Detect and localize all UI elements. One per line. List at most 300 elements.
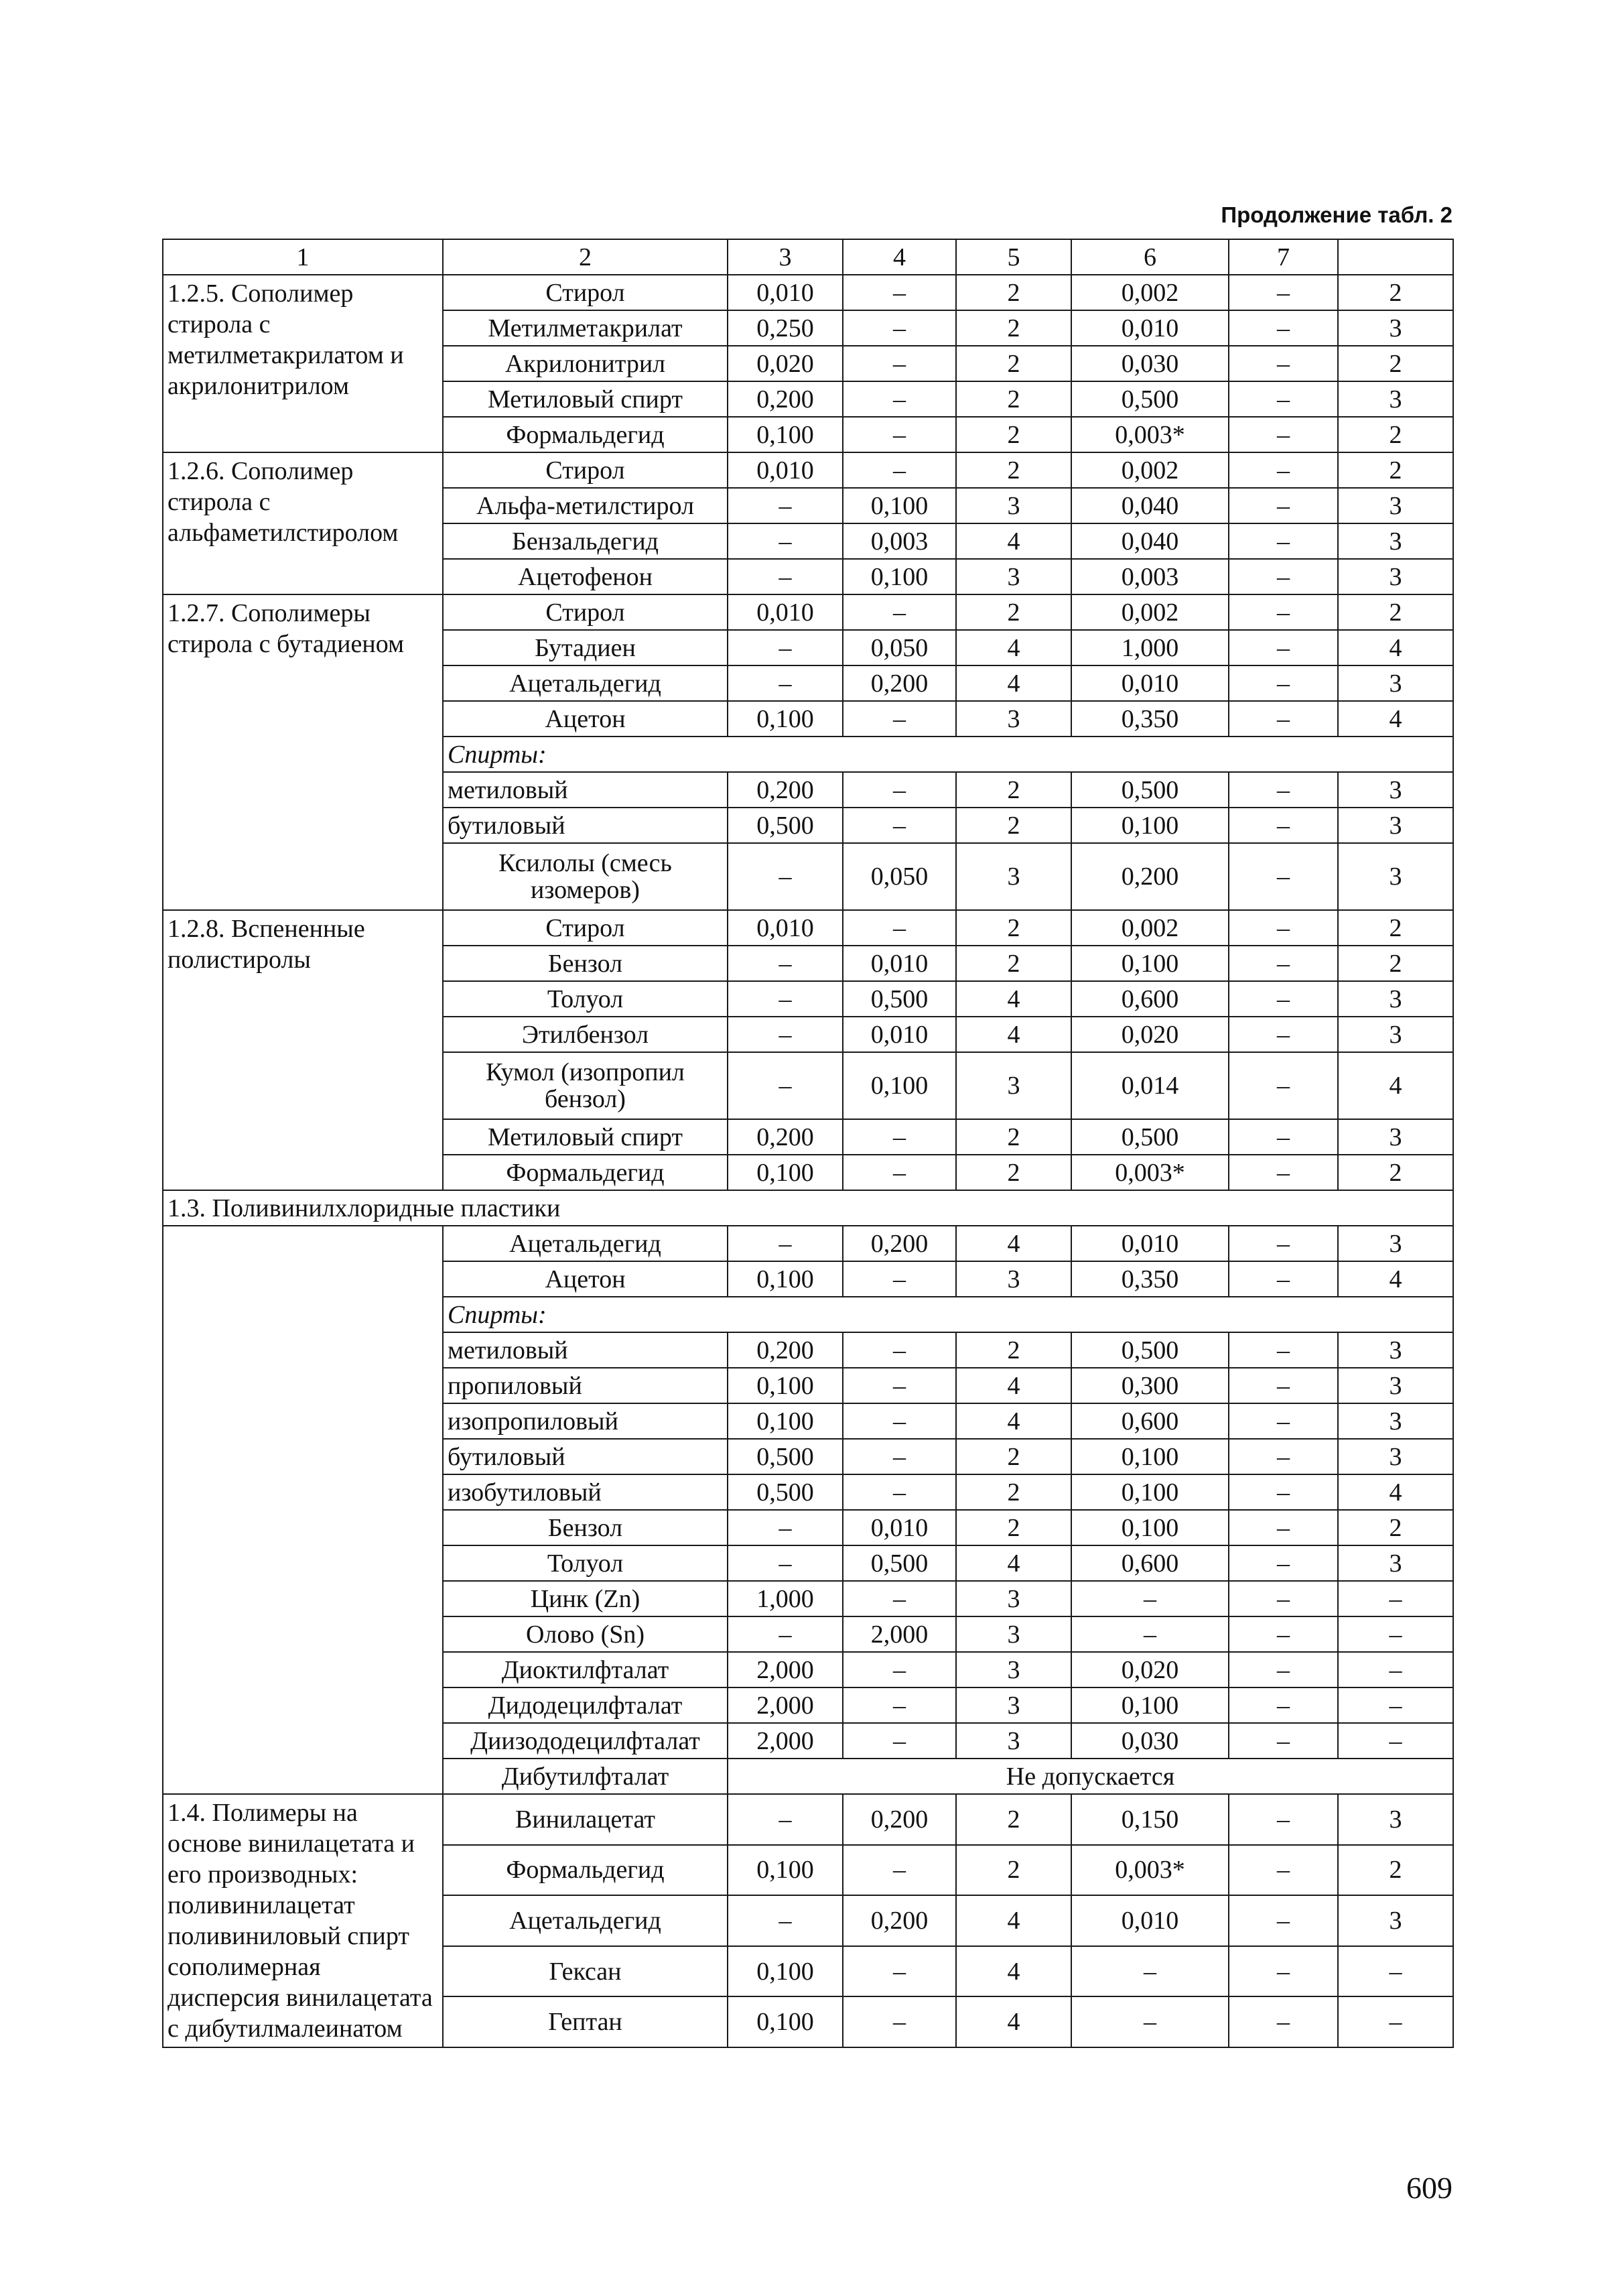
substance-name: Гептан bbox=[443, 1996, 728, 2047]
table-cell: 3 bbox=[1338, 559, 1453, 594]
group-label: 1.2.7. Сополимеры стирола с бутадиеном bbox=[163, 594, 443, 910]
table-cell: 0,200 bbox=[843, 1895, 956, 1946]
table-cell: – bbox=[728, 665, 843, 701]
table-cell: – bbox=[1229, 1723, 1338, 1759]
table-cell: – bbox=[728, 523, 843, 559]
table-cell: 2 bbox=[956, 1794, 1071, 1845]
table-cell: 0,002 bbox=[1071, 594, 1229, 630]
table-cell: 2 bbox=[956, 808, 1071, 843]
group-label: 1.2.6. Сополимер стирола с альфаметилстиролом bbox=[163, 452, 443, 594]
table-cell: 3 bbox=[1338, 488, 1453, 523]
table-cell: 0,100 bbox=[728, 1155, 843, 1190]
table-cell: 3 bbox=[956, 843, 1071, 910]
table-cell: 4 bbox=[956, 1017, 1071, 1052]
substance-name: Дидодецилфталат bbox=[443, 1687, 728, 1723]
section-title: 1.3. Поливинилхлоридные пластики bbox=[163, 1190, 1453, 1226]
substance-name: Диоктилфталат bbox=[443, 1652, 728, 1687]
table-cell: 2 bbox=[956, 452, 1071, 488]
table-cell: 3 bbox=[1338, 1545, 1453, 1581]
table-cell: 0,010 bbox=[728, 275, 843, 310]
group-label: 1.4. Полимеры на основе винилацетата и его производных: поливинилацетат поливиниловый спирт сополимерная дисперсия винилацетата с дибутилмалеинатом bbox=[163, 1794, 443, 2047]
table-cell: 0,350 bbox=[1071, 701, 1229, 737]
substance-name: Бензол bbox=[443, 1510, 728, 1545]
substance-name: Цинк (Zn) bbox=[443, 1581, 728, 1616]
table-cell: 3 bbox=[956, 701, 1071, 737]
substance-name: Дибутилфталат bbox=[443, 1759, 728, 1794]
substance-name: Бензальдегид bbox=[443, 523, 728, 559]
table-cell: 3 bbox=[1338, 310, 1453, 346]
table-cell: – bbox=[1229, 630, 1338, 665]
table-cell: – bbox=[843, 417, 956, 452]
table-cell: – bbox=[1338, 1946, 1453, 1997]
table-cell: – bbox=[728, 1794, 843, 1845]
table-cell: – bbox=[1338, 1687, 1453, 1723]
table-cell: – bbox=[843, 701, 956, 737]
column-header: 7 bbox=[1229, 239, 1338, 275]
column-header: 1 bbox=[163, 239, 443, 275]
table-cell: – bbox=[1229, 1652, 1338, 1687]
table-row bbox=[163, 910, 1453, 946]
table-cell: 0,200 bbox=[728, 772, 843, 808]
substance-name: пропиловый bbox=[443, 1368, 728, 1403]
table-cell: 0,010 bbox=[1071, 1226, 1229, 1261]
table-cell: – bbox=[1229, 1545, 1338, 1581]
subheading: Спирты: bbox=[443, 737, 1453, 772]
substance-name: Этилбензол bbox=[443, 1017, 728, 1052]
table-cell: 3 bbox=[1338, 1226, 1453, 1261]
table-cell: 0,200 bbox=[728, 1332, 843, 1368]
table-cell: 0,100 bbox=[843, 559, 956, 594]
table-cell: 0,100 bbox=[728, 1845, 843, 1896]
table-cell: 0,250 bbox=[728, 310, 843, 346]
table-cell: 2 bbox=[956, 1119, 1071, 1155]
table-cell: – bbox=[1229, 1439, 1338, 1474]
table-cell: 0,500 bbox=[1071, 1332, 1229, 1368]
table-cell: 2 bbox=[1338, 452, 1453, 488]
table-cell: – bbox=[728, 559, 843, 594]
table-cell: – bbox=[1229, 1155, 1338, 1190]
note-cell: Не допускается bbox=[728, 1759, 1453, 1794]
table-cell: 0,040 bbox=[1071, 488, 1229, 523]
table-cell: 2 bbox=[956, 1332, 1071, 1368]
table-cell: 0,200 bbox=[843, 1794, 956, 1845]
table-cell: – bbox=[1338, 1616, 1453, 1652]
table-cell: 2 bbox=[956, 594, 1071, 630]
substance-name: Метилметакрилат bbox=[443, 310, 728, 346]
table-row bbox=[163, 1226, 1453, 1261]
table-cell: – bbox=[1229, 488, 1338, 523]
table-cell: – bbox=[1071, 1996, 1229, 2047]
substance-name: Альфа-метилстирол bbox=[443, 488, 728, 523]
table-cell: 0,500 bbox=[728, 1474, 843, 1510]
substance-name: Акрилонитрил bbox=[443, 346, 728, 381]
table-cell: 0,002 bbox=[1071, 910, 1229, 946]
table-cell: 3 bbox=[1338, 981, 1453, 1017]
subheading: Спирты: bbox=[443, 1297, 1453, 1332]
table-cell: 4 bbox=[1338, 1052, 1453, 1119]
table-cell: 2 bbox=[1338, 1845, 1453, 1896]
table-cell: 0,100 bbox=[728, 1261, 843, 1297]
table-cell: 0,100 bbox=[728, 701, 843, 737]
table-cell: – bbox=[1229, 1403, 1338, 1439]
table-cell: 0,030 bbox=[1071, 1723, 1229, 1759]
table-cell: – bbox=[1229, 1261, 1338, 1297]
substance-name: Бензол bbox=[443, 946, 728, 981]
table-cell: – bbox=[843, 1403, 956, 1439]
table-cell: – bbox=[843, 594, 956, 630]
table-cell: – bbox=[728, 843, 843, 910]
table-cell: – bbox=[1229, 1687, 1338, 1723]
table-cell: 3 bbox=[1338, 665, 1453, 701]
substance-name: Ацетальдегид bbox=[443, 1226, 728, 1261]
table-cell: – bbox=[728, 1017, 843, 1052]
table-cell: – bbox=[843, 1332, 956, 1368]
table-cell: – bbox=[1229, 1119, 1338, 1155]
table-cell: 3 bbox=[956, 1261, 1071, 1297]
table-cell: 2 bbox=[1338, 275, 1453, 310]
table-cell: – bbox=[843, 452, 956, 488]
table-cell: 0,003 bbox=[1071, 559, 1229, 594]
table-cell: – bbox=[1229, 1226, 1338, 1261]
table-cell: 4 bbox=[1338, 1474, 1453, 1510]
table-cell: 0,030 bbox=[1071, 346, 1229, 381]
table-cell: 0,010 bbox=[728, 910, 843, 946]
table-cell: 3 bbox=[1338, 1017, 1453, 1052]
table-cell: – bbox=[843, 1368, 956, 1403]
table-cell: 0,002 bbox=[1071, 452, 1229, 488]
table-cell: – bbox=[1071, 1581, 1229, 1616]
table-cell: 2 bbox=[956, 1474, 1071, 1510]
table-cell: 2 bbox=[956, 946, 1071, 981]
table-cell: – bbox=[1229, 381, 1338, 417]
table-cell: 3 bbox=[956, 559, 1071, 594]
table-cell: – bbox=[1229, 1794, 1338, 1845]
table-cell: 4 bbox=[956, 981, 1071, 1017]
table-cell: – bbox=[843, 808, 956, 843]
table-cell: 0,500 bbox=[728, 1439, 843, 1474]
substance-name: изопропиловый bbox=[443, 1403, 728, 1439]
table-cell: 2 bbox=[956, 1439, 1071, 1474]
table-cell: 0,100 bbox=[1071, 946, 1229, 981]
table-caption: Продолжение табл. 2 bbox=[1221, 202, 1452, 227]
table-cell: – bbox=[1229, 1510, 1338, 1545]
table-cell: – bbox=[1229, 1845, 1338, 1896]
table-cell: 2 bbox=[1338, 910, 1453, 946]
table-cell: – bbox=[728, 1510, 843, 1545]
substance-name: Стирол bbox=[443, 594, 728, 630]
table-cell: – bbox=[1229, 1474, 1338, 1510]
table-cell: 4 bbox=[1338, 1261, 1453, 1297]
table-cell: – bbox=[843, 275, 956, 310]
section-row bbox=[163, 1190, 1453, 1226]
table-cell: 0,100 bbox=[728, 417, 843, 452]
table-cell: 2 bbox=[956, 772, 1071, 808]
table-cell: 0,010 bbox=[843, 1510, 956, 1545]
table-cell: 2,000 bbox=[843, 1616, 956, 1652]
table-cell: 4 bbox=[956, 1545, 1071, 1581]
substance-name: Винилацетат bbox=[443, 1794, 728, 1845]
table-cell: 0,500 bbox=[728, 808, 843, 843]
table-cell: 0,300 bbox=[1071, 1368, 1229, 1403]
table-cell: 4 bbox=[956, 1996, 1071, 2047]
table-cell: 3 bbox=[956, 1052, 1071, 1119]
column-header: 2 bbox=[443, 239, 728, 275]
table-cell: 0,100 bbox=[1071, 1687, 1229, 1723]
table-cell: – bbox=[1229, 665, 1338, 701]
table-cell: 0,500 bbox=[843, 1545, 956, 1581]
page-number: 609 bbox=[1406, 2171, 1452, 2205]
table-cell: 3 bbox=[956, 1723, 1071, 1759]
table-cell: 0,020 bbox=[1071, 1652, 1229, 1687]
table-cell: 3 bbox=[956, 1616, 1071, 1652]
table-cell: 3 bbox=[1338, 523, 1453, 559]
table-cell: 2 bbox=[1338, 417, 1453, 452]
substance-name: метиловый bbox=[443, 772, 728, 808]
table-cell: 0,100 bbox=[843, 1052, 956, 1119]
substance-name: изобутиловый bbox=[443, 1474, 728, 1510]
table-cell: 4 bbox=[956, 523, 1071, 559]
table-cell: – bbox=[843, 1119, 956, 1155]
table-cell: 3 bbox=[1338, 381, 1453, 417]
table-cell: 0,010 bbox=[1071, 1895, 1229, 1946]
table-cell: 0,010 bbox=[728, 452, 843, 488]
table-cell: 2 bbox=[956, 417, 1071, 452]
column-header bbox=[1338, 239, 1453, 275]
table-cell: – bbox=[843, 1261, 956, 1297]
table-cell: – bbox=[843, 1439, 956, 1474]
table-cell: – bbox=[843, 346, 956, 381]
table-cell: 0,500 bbox=[843, 981, 956, 1017]
table-cell: 2 bbox=[956, 1155, 1071, 1190]
table-cell: – bbox=[1071, 1946, 1229, 1997]
table-cell: 2,000 bbox=[728, 1687, 843, 1723]
table-cell: 0,020 bbox=[1071, 1017, 1229, 1052]
table-cell: 0,200 bbox=[843, 665, 956, 701]
table-cell: 3 bbox=[1338, 808, 1453, 843]
table-cell: 0,200 bbox=[728, 1119, 843, 1155]
table-cell: 3 bbox=[956, 1581, 1071, 1616]
substance-name: бутиловый bbox=[443, 808, 728, 843]
table-cell: 0,010 bbox=[1071, 665, 1229, 701]
table-cell: – bbox=[728, 1616, 843, 1652]
table-cell: 3 bbox=[956, 488, 1071, 523]
table-cell: – bbox=[1229, 559, 1338, 594]
table-cell: 0,050 bbox=[843, 630, 956, 665]
table-cell: – bbox=[1229, 1996, 1338, 2047]
table-cell: 4 bbox=[1338, 701, 1453, 737]
table-cell: – bbox=[1229, 910, 1338, 946]
table-cell: – bbox=[1229, 1332, 1338, 1368]
table-cell: 0,100 bbox=[728, 1368, 843, 1403]
column-header: 6 bbox=[1071, 239, 1229, 275]
substance-name: Кумол (изопропил бензол) bbox=[443, 1052, 728, 1119]
table-cell: 2 bbox=[956, 275, 1071, 310]
table-cell: – bbox=[728, 1052, 843, 1119]
table-cell: – bbox=[843, 310, 956, 346]
table-cell: – bbox=[1338, 1581, 1453, 1616]
table-cell: 3 bbox=[1338, 1119, 1453, 1155]
table-cell: – bbox=[843, 1652, 956, 1687]
substance-name: Формальдегид bbox=[443, 1155, 728, 1190]
table-cell: – bbox=[1229, 772, 1338, 808]
table-cell: 0,003* bbox=[1071, 1845, 1229, 1896]
table-cell: 3 bbox=[1338, 1368, 1453, 1403]
substance-name: Формальдегид bbox=[443, 1845, 728, 1896]
table-cell: 0,003 bbox=[843, 523, 956, 559]
table-cell: 3 bbox=[1338, 1794, 1453, 1845]
table-cell: 4 bbox=[1338, 630, 1453, 665]
table-cell: – bbox=[1229, 346, 1338, 381]
substance-name: Стирол bbox=[443, 275, 728, 310]
substance-name: Толуол bbox=[443, 1545, 728, 1581]
table-cell: 4 bbox=[956, 1226, 1071, 1261]
table-cell: – bbox=[728, 1895, 843, 1946]
table-cell: 4 bbox=[956, 1403, 1071, 1439]
table-cell: – bbox=[728, 981, 843, 1017]
table-cell: 0,200 bbox=[1071, 843, 1229, 910]
table-cell: 0,010 bbox=[728, 594, 843, 630]
table-cell: 0,100 bbox=[1071, 808, 1229, 843]
substance-name: Бутадиен bbox=[443, 630, 728, 665]
table-cell: 2 bbox=[1338, 1510, 1453, 1545]
table-cell: – bbox=[843, 910, 956, 946]
table-cell: 0,002 bbox=[1071, 275, 1229, 310]
table-cell: – bbox=[1229, 946, 1338, 981]
column-header: 3 bbox=[728, 239, 843, 275]
data-table bbox=[162, 239, 1454, 2048]
table-cell: 0,020 bbox=[728, 346, 843, 381]
table-cell: 1,000 bbox=[1071, 630, 1229, 665]
table-row bbox=[163, 452, 1453, 488]
table-cell: 0,100 bbox=[1071, 1510, 1229, 1545]
substance-name: Олово (Sn) bbox=[443, 1616, 728, 1652]
column-header: 5 bbox=[956, 239, 1071, 275]
table-cell: 4 bbox=[956, 665, 1071, 701]
substance-name: Ацетон bbox=[443, 1261, 728, 1297]
table-cell: 0,014 bbox=[1071, 1052, 1229, 1119]
table-cell: – bbox=[1338, 1996, 1453, 2047]
table-cell: 2 bbox=[956, 310, 1071, 346]
table-cell: 2,000 bbox=[728, 1723, 843, 1759]
table-cell: – bbox=[1229, 1581, 1338, 1616]
table-cell: 0,100 bbox=[1071, 1474, 1229, 1510]
table-cell: – bbox=[1229, 1052, 1338, 1119]
table-cell: – bbox=[843, 772, 956, 808]
table-cell: 0,100 bbox=[843, 488, 956, 523]
substance-name: Метиловый спирт bbox=[443, 1119, 728, 1155]
table-cell: 4 bbox=[956, 630, 1071, 665]
table-cell: 0,200 bbox=[843, 1226, 956, 1261]
header-row bbox=[163, 239, 1453, 275]
table-cell: 0,010 bbox=[1071, 310, 1229, 346]
table-cell: 0,003* bbox=[1071, 1155, 1229, 1190]
table-cell: – bbox=[1229, 523, 1338, 559]
table-cell: 2 bbox=[1338, 346, 1453, 381]
table-cell: 4 bbox=[956, 1368, 1071, 1403]
table-cell: 3 bbox=[1338, 1895, 1453, 1946]
table-cell: 4 bbox=[956, 1895, 1071, 1946]
table-cell: – bbox=[1229, 594, 1338, 630]
table-cell: 0,050 bbox=[843, 843, 956, 910]
table-cell: – bbox=[843, 1581, 956, 1616]
substance-name: Ксилолы (смесь изомеров) bbox=[443, 843, 728, 910]
table-cell: – bbox=[843, 1946, 956, 1997]
column-header: 4 bbox=[843, 239, 956, 275]
substance-name: Диизододецилфталат bbox=[443, 1723, 728, 1759]
table-cell: – bbox=[1338, 1652, 1453, 1687]
substance-name: метиловый bbox=[443, 1332, 728, 1368]
table-cell: – bbox=[843, 1996, 956, 2047]
table-cell: 0,100 bbox=[728, 1946, 843, 1997]
table-cell: – bbox=[1229, 1017, 1338, 1052]
table-cell: 3 bbox=[1338, 843, 1453, 910]
substance-name: Метиловый спирт bbox=[443, 381, 728, 417]
table-cell: 0,100 bbox=[728, 1403, 843, 1439]
table-row bbox=[163, 275, 1453, 310]
table-cell: 3 bbox=[956, 1652, 1071, 1687]
table-cell: 0,100 bbox=[728, 1996, 843, 2047]
table-cell: 2 bbox=[956, 1510, 1071, 1545]
table-cell: – bbox=[1229, 452, 1338, 488]
table-cell: – bbox=[728, 1545, 843, 1581]
table-cell: 1,000 bbox=[728, 1581, 843, 1616]
table-cell: – bbox=[1071, 1616, 1229, 1652]
table-cell: – bbox=[1229, 843, 1338, 910]
table-cell: – bbox=[1229, 275, 1338, 310]
substance-name: Толуол bbox=[443, 981, 728, 1017]
table-cell: 2 bbox=[956, 910, 1071, 946]
table-cell: – bbox=[1229, 1946, 1338, 1997]
table-cell: 0,500 bbox=[1071, 1119, 1229, 1155]
substance-name: Формальдегид bbox=[443, 417, 728, 452]
table-cell: – bbox=[1338, 1723, 1453, 1759]
table-cell: – bbox=[843, 1845, 956, 1896]
table-cell: 0,500 bbox=[1071, 772, 1229, 808]
substance-name: Ацетальдегид bbox=[443, 665, 728, 701]
table-cell: – bbox=[843, 381, 956, 417]
substance-name: Гексан bbox=[443, 1946, 728, 1997]
table-cell: – bbox=[843, 1723, 956, 1759]
table-cell: – bbox=[728, 946, 843, 981]
table-row bbox=[163, 594, 1453, 630]
table-cell: – bbox=[1229, 1895, 1338, 1946]
table-cell: – bbox=[1229, 1368, 1338, 1403]
group-label: 1.2.8. Вспененные полистиролы bbox=[163, 910, 443, 1190]
substance-name: бутиловый bbox=[443, 1439, 728, 1474]
table-cell: 0,100 bbox=[1071, 1439, 1229, 1474]
table-cell: 2 bbox=[956, 346, 1071, 381]
table-cell: – bbox=[843, 1687, 956, 1723]
table-cell: 0,600 bbox=[1071, 1545, 1229, 1581]
table-cell: – bbox=[1229, 701, 1338, 737]
table-cell: 0,010 bbox=[843, 1017, 956, 1052]
table-cell: 0,010 bbox=[843, 946, 956, 981]
table-cell: 0,003* bbox=[1071, 417, 1229, 452]
table-cell: 4 bbox=[956, 1946, 1071, 1997]
substance-name: Ацетофенон bbox=[443, 559, 728, 594]
table-cell: 2 bbox=[1338, 1155, 1453, 1190]
table-cell: – bbox=[728, 1226, 843, 1261]
table-cell: – bbox=[843, 1474, 956, 1510]
table-cell: 0,200 bbox=[728, 381, 843, 417]
table-cell: 0,500 bbox=[1071, 381, 1229, 417]
table-cell: 3 bbox=[1338, 1439, 1453, 1474]
table-cell: 0,600 bbox=[1071, 981, 1229, 1017]
substance-name: Стирол bbox=[443, 910, 728, 946]
table-cell: – bbox=[1229, 808, 1338, 843]
table-row bbox=[163, 1794, 1453, 1845]
group-label bbox=[163, 1226, 443, 1794]
